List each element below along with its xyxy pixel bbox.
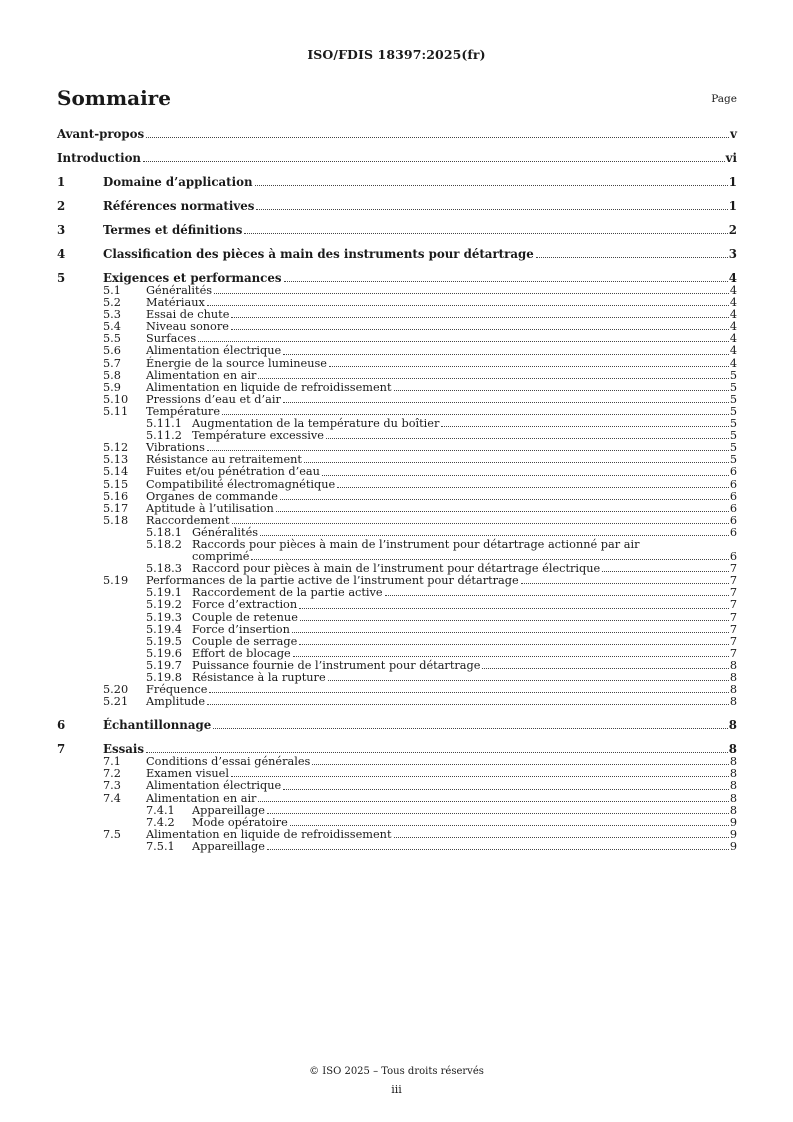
toc-entry-number: 5.17 [103, 501, 129, 515]
toc-entry-title: Appareillage [192, 803, 265, 817]
toc-entry[interactable] [57, 793, 737, 805]
page-number: iii [391, 1083, 402, 1096]
toc-entry-page: 6 [729, 550, 737, 564]
toc-dot-leader [394, 389, 729, 391]
toc-entry-page: 8 [729, 779, 737, 793]
toc-dot-leader [222, 413, 729, 415]
toc-entry[interactable] [57, 358, 737, 370]
toc-dot-leader [280, 498, 729, 500]
toc-entry-page: 5 [729, 380, 737, 394]
toc-entry-page: 8 [729, 683, 737, 697]
toc-entry-page: 7 [729, 574, 737, 588]
toc-entry-title: Fuites et/ou pénétration d’eau [146, 465, 320, 479]
toc-entry-number: 5 [57, 271, 66, 285]
toc-entry-title: Performances de la partie active de l’instrument pour détartrage [146, 574, 519, 588]
toc-entry-page: 9 [729, 839, 737, 853]
toc-entry-page: 9 [729, 815, 737, 829]
toc-entry-page: 4 [729, 284, 737, 297]
toc-entry-number: 7.4 [103, 791, 121, 805]
toc-entry[interactable] [57, 805, 737, 817]
toc-entry-number: 1 [57, 175, 66, 189]
toc-entry-title: Classification des pièces à main des instruments pour détartrage [103, 247, 534, 261]
toc-dot-leader [143, 160, 725, 162]
toc-entry[interactable] [57, 491, 737, 503]
toc-entry[interactable] [57, 152, 737, 165]
toc-entry-title: Raccordement de la partie active [192, 586, 383, 600]
toc-dot-leader [283, 353, 729, 355]
toc-entry-title: Matériaux [146, 296, 205, 310]
toc-entry[interactable] [57, 479, 737, 491]
table-of-contents [57, 128, 737, 853]
toc-entry[interactable] [57, 780, 737, 792]
toc-entry-title: Alimentation électrique [146, 779, 282, 793]
toc-entry-title: Alimentation en liquide de refroidissement [146, 827, 392, 841]
toc-entry-title: Énergie de la source lumineuse [146, 356, 327, 370]
toc-entry-page: 2 [728, 223, 737, 237]
toc-entry-page: 5 [729, 453, 737, 467]
toc-entry-page: 7 [729, 634, 737, 648]
toc-dot-leader [214, 292, 729, 294]
toc-entry-title: Température [146, 404, 221, 418]
toc-dot-leader [146, 751, 728, 753]
toc-entry[interactable] [57, 624, 737, 636]
toc-dot-leader [337, 486, 729, 488]
toc-entry-number: 5.8 [103, 368, 121, 382]
toc-dot-leader [207, 449, 729, 451]
document-id-header: ISO/FDIS 18397:2025(fr) [307, 47, 486, 62]
toc-entry-number: 5.9 [103, 380, 121, 394]
toc-entry[interactable] [57, 841, 737, 853]
toc-entry-page: 4 [728, 271, 737, 285]
toc-entry-number: 5.19.3 [146, 610, 182, 624]
toc-entry-page: 5 [729, 417, 737, 431]
toc-dot-leader [300, 619, 729, 621]
toc-dot-leader [299, 607, 729, 609]
toc-entry[interactable] [57, 128, 737, 141]
toc-entry-page: 8 [729, 791, 737, 805]
toc-entry-title: Raccord pour pièces à main de l’instrument pour détartrage électrique [192, 562, 601, 576]
toc-entry-title: Amplitude [146, 695, 206, 709]
toc-entry-title: Raccords pour pièces à main de l’instrument pour détartrage actionné par air [192, 537, 640, 551]
toc-entry-title: Références normatives [103, 199, 255, 213]
toc-dot-leader [394, 836, 729, 838]
toc-entry-title: Généralités [192, 525, 259, 539]
toc-dot-leader [251, 558, 728, 560]
toc-entry-number: 5.7 [103, 356, 121, 370]
toc-entry-page: 6 [729, 489, 737, 503]
toc-entry-number: 7.3 [103, 779, 121, 793]
toc-dot-leader [267, 848, 729, 850]
toc-entry-page: v [730, 127, 737, 141]
toc-entry-title: Appareillage [192, 839, 265, 853]
toc-entry-title: Généralités [146, 284, 213, 297]
toc-entry-page: 6 [729, 477, 737, 491]
toc-entry-page: 9 [729, 827, 737, 841]
toc-dot-leader [276, 510, 729, 512]
toc-entry-page: 7 [729, 622, 737, 636]
toc-dot-leader [328, 679, 729, 681]
toc-entry-title: Termes et définitions [103, 223, 243, 237]
title-row [57, 86, 737, 112]
toc-dot-leader [267, 812, 729, 814]
toc-entry-page: 7 [729, 598, 737, 612]
toc-entry-title: Exigences et performances [103, 271, 282, 285]
toc-entry-title: Compatibilité électromagnétique [146, 477, 336, 491]
toc-entry-title: Alimentation en liquide de refroidissement [146, 380, 392, 394]
toc-entry-number: 7.2 [103, 767, 121, 781]
toc-entry-title: Surfaces [146, 332, 197, 346]
toc-entry-page: 3 [728, 247, 737, 261]
toc-entry-title: Résistance à la rupture [192, 671, 326, 684]
toc-dot-leader [290, 824, 729, 826]
toc-entry-page: 7 [729, 586, 737, 600]
toc-entry-number: 7.5.1 [146, 839, 175, 853]
toc-entry-number: 5.19.1 [146, 586, 182, 600]
toc-entry[interactable] [57, 345, 737, 357]
toc-entry-page: 6 [729, 465, 737, 479]
toc-dot-leader [482, 667, 728, 669]
toc-dot-leader [256, 208, 727, 210]
toc-entry-title: Alimentation en air [146, 368, 257, 382]
toc-entry[interactable] [57, 176, 737, 189]
toc-entry[interactable] [57, 466, 737, 478]
toc-entry[interactable] [57, 719, 737, 732]
toc-entry-number: 7.4.2 [146, 815, 175, 829]
toc-entry-number: 5.11 [103, 404, 129, 418]
toc-dot-leader [258, 800, 728, 802]
toc-entry-page: 5 [729, 441, 737, 455]
copyright-footer: © ISO 2025 – Tous droits réservés [309, 1066, 484, 1077]
toc-dot-leader [329, 365, 729, 367]
toc-entry[interactable] [57, 503, 737, 515]
toc-entry-number: 3 [57, 223, 66, 237]
toc-entry-page: 7 [729, 562, 737, 576]
toc-dot-leader [312, 763, 728, 765]
toc-entry-page: 8 [729, 767, 737, 781]
toc-entry-number: 4 [57, 247, 66, 261]
toc-dot-leader [283, 401, 729, 403]
toc-entry[interactable] [57, 248, 737, 261]
toc-entry-number: 7.1 [103, 755, 121, 769]
toc-entry-number: 5.5 [103, 332, 121, 346]
toc-entry-page: 4 [729, 344, 737, 358]
toc-dot-leader [207, 703, 729, 705]
toc-entry-title: Effort de blocage [192, 646, 291, 660]
toc-entry-page: 7 [729, 610, 737, 624]
toc-dot-leader [231, 775, 729, 777]
toc-entry-page: 5 [729, 404, 737, 418]
toc-entry-page: 4 [729, 308, 737, 322]
toc-entry-number: 5.6 [103, 344, 121, 358]
toc-entry[interactable] [57, 696, 737, 708]
toc-entry-title: Couple de retenue [192, 610, 298, 624]
toc-entry[interactable] [57, 200, 737, 213]
toc-entry-title: Mode opératoire [192, 815, 288, 829]
toc-entry-number: 5.19.4 [146, 622, 182, 636]
toc-dot-leader [244, 232, 727, 234]
toc-entry-number: 5.19.5 [146, 634, 182, 648]
toc-entry-number: 5.16 [103, 489, 129, 503]
toc-entry-title: Fréquence [146, 683, 208, 697]
toc-dot-leader [521, 582, 729, 584]
toc-entry[interactable] [57, 224, 737, 237]
toc-entry-page: 8 [729, 658, 737, 672]
toc-entry-page: 8 [729, 671, 737, 684]
toc-dot-leader [322, 474, 729, 476]
toc-entry-page: 4 [729, 320, 737, 334]
toc-entry-number: 5.11.1 [146, 417, 182, 431]
toc-entry[interactable] [57, 599, 737, 611]
toc-entry-page: 6 [729, 513, 737, 527]
toc-entry-number: 5.15 [103, 477, 129, 491]
toc-entry-number: 7.5 [103, 827, 121, 841]
toc-entry-title: Alimentation en air [146, 791, 257, 805]
toc-entry-title: Examen visuel [146, 767, 229, 781]
toc-entry-number: 5.2 [103, 296, 121, 310]
toc-entry-number: 5.13 [103, 453, 129, 467]
toc-dot-leader [198, 340, 729, 342]
toc-entry-number: 5.10 [103, 392, 129, 406]
toc-entry-title: Alimentation électrique [146, 344, 282, 358]
toc-entry-title: Introduction [57, 151, 142, 165]
toc-dot-leader [231, 316, 728, 318]
toc-entry-page: 8 [729, 755, 737, 769]
toc-entry-title: Essai de chute [146, 308, 230, 322]
toc-entry-title: Couple de serrage [192, 634, 298, 648]
toc-entry-number: 5.21 [103, 695, 129, 709]
toc-entry[interactable] [57, 612, 737, 624]
toc-entry-title: Résistance au retraitement [146, 453, 302, 467]
toc-entry-page: 8 [729, 695, 737, 709]
toc-entry[interactable] [57, 370, 737, 382]
toc-entry-page: 6 [729, 525, 737, 539]
toc-entry-number: 7 [57, 742, 66, 757]
toc-entry-title: Pressions d’eau et d’air [146, 392, 281, 406]
toc-entry-number: 5.11.2 [146, 429, 182, 443]
toc-entry-number: 5.19 [103, 574, 129, 588]
toc-dot-leader [146, 136, 729, 138]
toc-dot-leader [304, 461, 729, 463]
toc-entry-page: 5 [729, 368, 737, 382]
toc-dot-leader [258, 377, 728, 379]
toc-entry-number: 5.18 [103, 513, 129, 527]
toc-entry-title: Force d’insertion [192, 622, 290, 636]
toc-entry-title: Niveau sonore [146, 320, 229, 334]
page-column-label: Page [711, 93, 737, 105]
toc-entry-title: Température excessive [192, 429, 324, 443]
toc-entry-number: 5.18.3 [146, 562, 182, 576]
toc-dot-leader [231, 328, 729, 330]
toc-entry-number: 5.19.6 [146, 646, 182, 660]
toc-dot-leader [207, 304, 729, 306]
toc-entry-title: Puissance fournie de l’instrument pour détartrage [192, 658, 481, 672]
toc-entry-page: 6 [729, 501, 737, 515]
toc-entry-title: Organes de commande [146, 489, 278, 503]
toc-entry-number: 5.18.2 [146, 537, 182, 551]
toc-dot-leader [602, 570, 729, 572]
toc-dot-leader [292, 631, 729, 633]
toc-dot-leader [326, 437, 729, 439]
toc-dot-leader [536, 256, 728, 258]
toc-entry-number: 5.12 [103, 441, 129, 455]
toc-entry-number: 6 [57, 718, 66, 733]
toc-entry-page: 4 [729, 296, 737, 310]
toc-entry-number: 5.14 [103, 465, 129, 479]
toc-entry-page: vi [725, 151, 737, 165]
toc-entry-number: 5.1 [103, 284, 121, 297]
toc-entry-number: 7.4.1 [146, 803, 175, 817]
toc-entry-title: Domaine d’application [103, 175, 253, 189]
toc-entry-title: Force d’extraction [192, 598, 298, 612]
toc-entry-page: 8 [728, 742, 737, 757]
toc-entry-page: 1 [728, 199, 737, 213]
toc-entry-number: 5.3 [103, 308, 121, 322]
toc-entry-title: Aptitude à l’utilisation [146, 501, 274, 515]
toc-entry-number: 5.19.8 [146, 671, 182, 684]
toc-dot-leader [209, 691, 728, 693]
toc-entry-number: 5.19.7 [146, 658, 182, 672]
toc-dot-leader [260, 534, 729, 536]
toc-dot-leader [232, 522, 729, 524]
toc-dot-leader [441, 425, 728, 427]
toc-entry-title: Conditions d’essai générales [146, 755, 311, 769]
toc-entry-page: 4 [729, 332, 737, 346]
toc-dot-leader [293, 655, 729, 657]
toc-entry-number: 5.20 [103, 683, 129, 697]
page-title: Sommaire [57, 86, 171, 110]
toc-entry[interactable] [57, 636, 737, 648]
toc-entry-number: 2 [57, 199, 66, 213]
toc-entry[interactable] [57, 539, 737, 551]
toc-dot-leader [284, 280, 728, 282]
toc-dot-leader [255, 184, 728, 186]
toc-entry-title: Vibrations [146, 441, 205, 455]
toc-dot-leader [299, 643, 729, 645]
toc-entry-page: 8 [729, 803, 737, 817]
toc-entry-page: 8 [728, 718, 737, 733]
toc-entry-number: 5.4 [103, 320, 121, 334]
toc-entry-title: Essais [103, 742, 145, 757]
toc-entry-title-continuation: comprimé [192, 550, 250, 564]
toc-entry-title: Raccordement [146, 513, 230, 527]
toc-entry-page: 5 [729, 392, 737, 406]
toc-dot-leader [213, 727, 727, 729]
toc-entry-page: 7 [729, 646, 737, 660]
toc-entry-page: 5 [729, 429, 737, 443]
toc-entry-title: Échantillonnage [103, 718, 212, 733]
toc-dot-leader [283, 788, 729, 790]
toc-dot-leader [385, 594, 729, 596]
toc-entry-page: 4 [729, 356, 737, 370]
toc-entry-title: Avant-propos [57, 127, 145, 141]
toc-entry-page: 1 [728, 175, 737, 189]
toc-entry-number: 5.19.2 [146, 598, 182, 612]
toc-entry-title: Augmentation de la température du boîtier [192, 417, 440, 431]
toc-entry-number: 5.18.1 [146, 525, 182, 539]
